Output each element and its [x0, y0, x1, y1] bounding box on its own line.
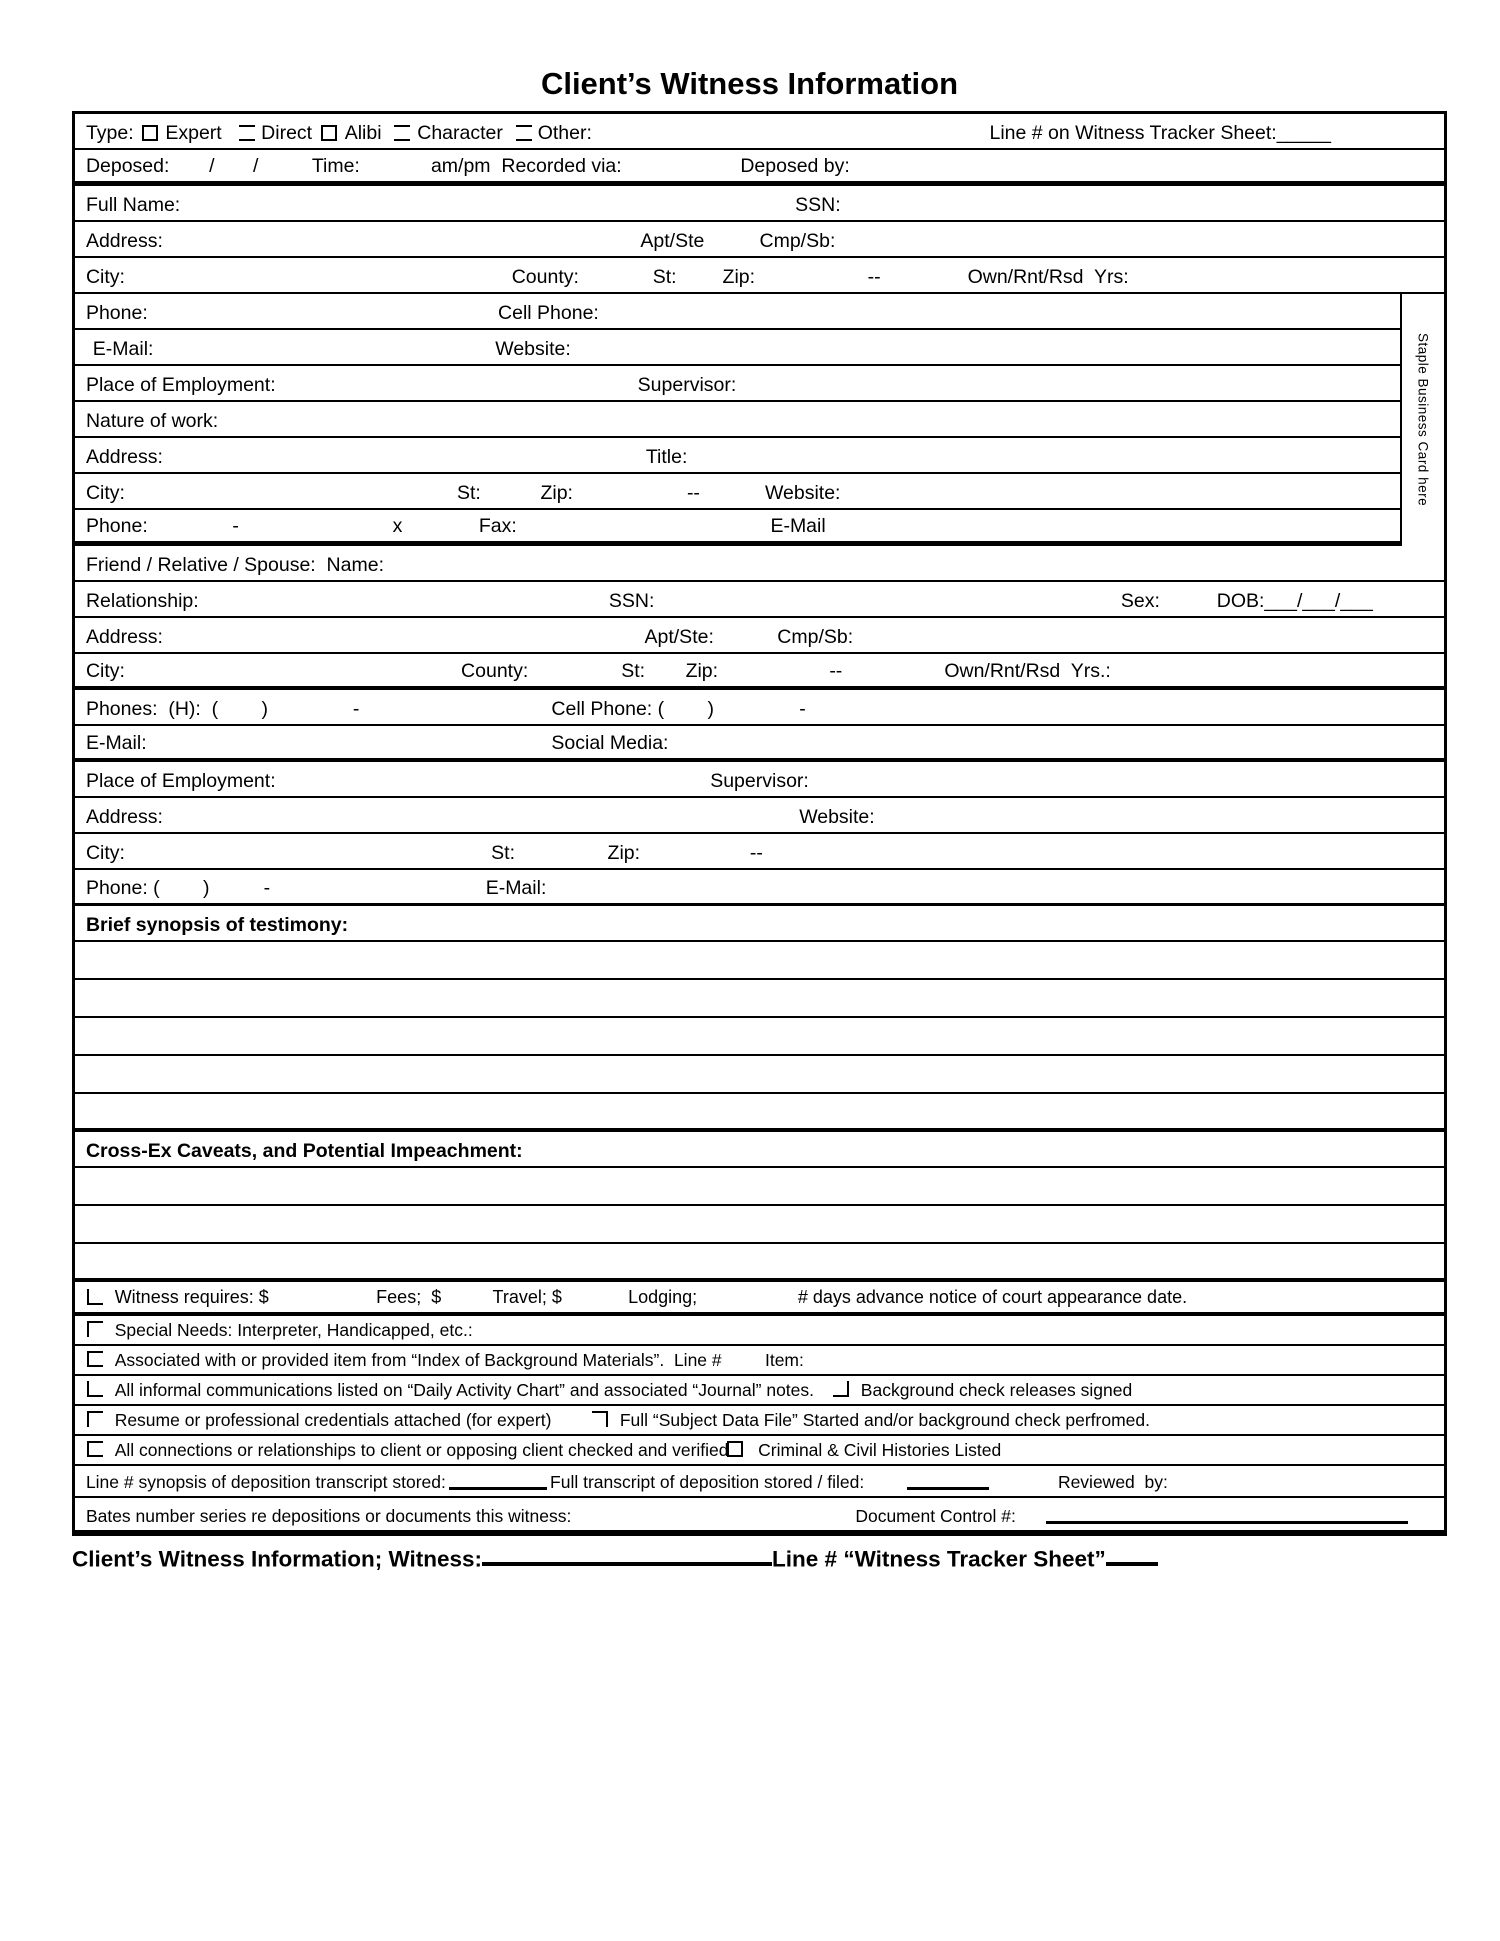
field-label: - — [232, 514, 239, 537]
field-label: Phone: — [85, 301, 148, 324]
page-title: Client’s Witness Information — [540, 66, 959, 101]
footer-title: Client’s Witness Information; Witness: — [72, 1546, 483, 1572]
field-label: Relationship: — [85, 589, 199, 612]
field-label: Sex: — [1120, 589, 1160, 612]
staple-business-card-label: Staple Business Card here — [1415, 333, 1431, 507]
field-label: / — [209, 154, 215, 177]
friend-work-address-row — [75, 798, 1444, 834]
field-label: Full transcript of deposition stored / filed: — [550, 1471, 865, 1492]
field-label: Address: — [85, 445, 163, 468]
field-label: Type: — [85, 121, 134, 144]
field-label: City: — [85, 265, 125, 288]
field-label: Travel; $ — [492, 1287, 562, 1308]
synopsis-heading: Brief synopsis of testimony: — [85, 913, 349, 936]
field-label: -- — [867, 265, 881, 288]
field-label: E-Mail: — [92, 337, 154, 360]
transcript-stored-line[interactable] — [449, 1487, 548, 1490]
field-label: Direct — [261, 121, 313, 144]
field-label: City: — [85, 659, 125, 682]
checkbox-direct[interactable] — [239, 125, 255, 141]
field-label: Zip: — [540, 481, 573, 504]
field-label: Phone: ( ) - — [85, 876, 271, 899]
witness-phone-row — [75, 294, 1444, 330]
field-label: -- — [686, 481, 700, 504]
field-label: Document Control #: — [855, 1505, 1016, 1526]
synopsis-blank-line[interactable] — [75, 942, 1444, 980]
witness-nature-of-work-row — [75, 402, 1444, 438]
witness-email-row — [75, 330, 1444, 366]
checkbox-resume-credentials[interactable] — [87, 1411, 103, 1427]
witness-city-row — [75, 258, 1444, 294]
field-label: Time: — [311, 154, 360, 177]
field-label: Cmp/Sb: — [777, 625, 854, 648]
field-label: Bates number series re depositions or documents this witness: — [85, 1505, 572, 1526]
witness-name-row — [75, 186, 1444, 222]
type-row — [75, 114, 1444, 150]
friend-email-row — [75, 726, 1444, 762]
field-label: E-Mail: — [85, 731, 147, 754]
field-label: All connections or relationships to client or opposing client checked and verified — [114, 1439, 729, 1460]
field-label: Title: — [645, 445, 688, 468]
field-label: SSN: — [795, 193, 841, 216]
field-label: Address: — [85, 625, 163, 648]
checkbox-informal-communications[interactable] — [87, 1381, 103, 1397]
field-label: Fax: — [478, 514, 517, 537]
friend-work-phone-row — [75, 870, 1444, 906]
field-label: E-Mail — [770, 514, 826, 537]
field-label: Resume or professional credentials attached (for expert) — [114, 1409, 552, 1430]
field-label: Website: — [764, 481, 841, 504]
work-city-row — [75, 474, 1444, 510]
field-label: Item: — [764, 1349, 804, 1370]
field-label: SSN: — [608, 589, 655, 612]
field-label: Witness requires: $ — [114, 1287, 269, 1308]
synopsis-blank-line[interactable] — [75, 1094, 1444, 1132]
checkbox-subject-data-file[interactable] — [592, 1411, 608, 1427]
crossex-heading: Cross-Ex Caveats, and Potential Impeachment: — [85, 1139, 523, 1162]
work-address-row — [75, 438, 1444, 474]
field-label: Apt/Ste — [640, 229, 705, 252]
field-label: Nature of work: — [85, 409, 219, 432]
field-label: # days advance notice of court appearance date. — [797, 1287, 1188, 1308]
field-label: Website: — [799, 805, 875, 828]
field-label: County: — [511, 265, 579, 288]
field-label: Address: — [85, 229, 163, 252]
field-label: St: — [621, 659, 646, 682]
field-label: Cmp/Sb: — [759, 229, 836, 252]
field-label: Friend / Relative / Spouse: Name: — [85, 553, 384, 576]
field-label: Deposed by: — [740, 154, 850, 177]
field-label: Zip: — [607, 841, 641, 864]
crossex-blank-line[interactable] — [75, 1206, 1444, 1244]
checkbox-connections-verified[interactable] — [87, 1441, 103, 1457]
witness-employment-row — [75, 366, 1444, 402]
footer-tracker-label: Line # “Witness Tracker Sheet” — [772, 1546, 1106, 1572]
checkbox-special-needs[interactable] — [87, 1321, 103, 1337]
resume-credentials-row — [75, 1406, 1444, 1436]
associated-item-row — [75, 1346, 1444, 1376]
checkbox-criminal-civil-histories[interactable] — [727, 1441, 743, 1457]
field-label: County: — [461, 659, 529, 682]
field-label: Own/Rnt/Rsd Yrs: — [967, 265, 1129, 288]
transcript-filed-line[interactable] — [907, 1487, 989, 1490]
field-label: Fees; $ — [376, 1287, 442, 1308]
friend-work-city-row — [75, 834, 1444, 870]
field-label: Full “Subject Data File” Started and/or background check perfromed. — [619, 1409, 1150, 1430]
field-label: x — [392, 514, 403, 537]
synopsis-heading-row — [75, 906, 1444, 942]
special-needs-row — [75, 1316, 1444, 1346]
footer-tracker-fill-line[interactable] — [1106, 1546, 1158, 1566]
document-control-line[interactable] — [1046, 1521, 1409, 1524]
field-label: City: — [85, 841, 125, 864]
checkbox-expert[interactable] — [142, 125, 158, 141]
field-label: Address: — [85, 805, 163, 828]
deposed-row — [75, 150, 1444, 186]
friend-employment-row — [75, 762, 1444, 798]
friend-address-row — [75, 618, 1444, 654]
field-label: Associated with or provided item from “Index of Background Materials”. Line # — [114, 1349, 722, 1370]
field-label: E-Mail: — [485, 876, 547, 899]
footer-line — [72, 1546, 1500, 1572]
witness-requires-row — [75, 1282, 1444, 1316]
friend-relationship-row — [75, 582, 1444, 618]
friend-phones-row — [75, 690, 1444, 726]
checkbox-background-releases[interactable] — [833, 1381, 849, 1397]
field-label: Lodging; — [628, 1287, 698, 1308]
crossex-heading-row — [75, 1132, 1444, 1168]
field-label: Other: — [537, 121, 592, 144]
field-label: DOB:___/___/___ — [1216, 589, 1373, 612]
synopsis-blank-line[interactable] — [75, 1056, 1444, 1094]
field-label: Special Needs: Interpreter, Handicapped, etc.: — [114, 1319, 473, 1340]
checkbox-other[interactable] — [516, 125, 532, 141]
field-label: Cell Phone: ( ) — [551, 697, 714, 720]
field-label: - — [799, 697, 806, 720]
checkbox-associated-item[interactable] — [87, 1351, 103, 1367]
field-label: Place of Employment: — [85, 769, 276, 792]
checkbox-character[interactable] — [394, 125, 410, 141]
synopsis-blank-line[interactable] — [75, 980, 1444, 1018]
field-label: Website: — [495, 337, 571, 360]
tracker-sheet-line-label: Line # on Witness Tracker Sheet:_____ — [989, 121, 1331, 144]
field-label: Supervisor: — [637, 373, 737, 396]
deposition-transcript-row — [75, 1466, 1444, 1498]
field-label: Alibi — [344, 121, 382, 144]
work-phone-fax-row — [75, 510, 1444, 546]
field-label: All informal communications listed on “Daily Activity Chart” and associated “Journal” notes. — [114, 1379, 815, 1400]
field-label: Zip: — [722, 265, 756, 288]
friend-city-row — [75, 654, 1444, 690]
field-label: Criminal & Civil Histories Listed — [758, 1439, 1002, 1460]
staple-business-card-area — [1400, 294, 1444, 546]
informal-communications-row — [75, 1376, 1444, 1406]
synopsis-blank-line[interactable] — [75, 1018, 1444, 1056]
field-label: Full Name: — [85, 193, 181, 216]
crossex-blank-line[interactable] — [75, 1244, 1444, 1282]
field-label: am/pm Recorded via: — [430, 154, 622, 177]
field-label: -- — [829, 659, 843, 682]
checkbox-alibi[interactable] — [321, 125, 337, 141]
connections-verified-row — [75, 1436, 1444, 1466]
field-label: Cell Phone: — [498, 301, 599, 324]
field-label: Place of Employment: — [85, 373, 276, 396]
field-label: St: — [491, 841, 516, 864]
checkbox-witness-requires[interactable] — [87, 1289, 103, 1305]
field-label: Zip: — [685, 659, 719, 682]
field-label: Character — [417, 121, 503, 144]
form-table — [72, 111, 1447, 1536]
field-label: Expert — [165, 121, 222, 144]
field-label: Own/Rnt/Rsd Yrs.: — [944, 659, 1111, 682]
friend-name-row — [75, 546, 1444, 582]
field-label: St: — [456, 481, 481, 504]
crossex-blank-line[interactable] — [75, 1168, 1444, 1206]
field-label: / — [252, 154, 259, 177]
witness-address-row — [75, 222, 1444, 258]
field-label: Supervisor: — [710, 769, 809, 792]
footer-witness-fill-line[interactable] — [482, 1546, 772, 1566]
field-label: Phone: — [85, 514, 148, 537]
field-label: -- — [749, 841, 763, 864]
field-label: City: — [85, 481, 125, 504]
field-label: Deposed: — [85, 154, 170, 177]
field-label: Reviewed by: — [1057, 1471, 1168, 1492]
field-label: Line # synopsis of deposition transcript stored: — [85, 1471, 446, 1492]
bates-number-row — [75, 1498, 1444, 1530]
field-label: Phones: (H): ( ) — [85, 697, 268, 720]
field-label: Apt/Ste: — [644, 625, 714, 648]
field-label: St: — [652, 265, 677, 288]
field-label: Background check releases signed — [860, 1379, 1133, 1400]
field-label: - — [352, 697, 360, 720]
field-label: Social Media: — [551, 731, 669, 754]
